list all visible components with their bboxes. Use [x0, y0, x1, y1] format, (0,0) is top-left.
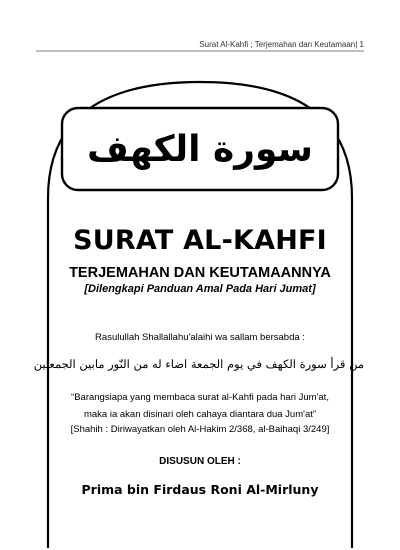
prepared-by-label: DISUSUN OLEH : — [159, 456, 241, 467]
subtitle: TERJEMAHAN DAN KEUTAMAANNYA — [69, 265, 331, 281]
translation-line-2: maka ia akan disinari oleh cahaya diantara dua Jum'at” — [83, 409, 317, 420]
arabic-title: سورة الكهف — [87, 128, 313, 170]
cover-content — [33, 196, 364, 498]
hadith-source: [Shahih : Diriwayatkan oleh Al-Hakim 2/368, al-Baihaqi 3/249] — [70, 424, 330, 435]
main-title: SURAT AL-KAHFI — [73, 225, 327, 256]
hadith-intro: Rasulullah Shallallahu'alaihi wa sallam bersabda : — [95, 332, 305, 343]
translation-line-1: “Barangsiapa yang membaca surat al-Kahfi pada hari Jum'at, — [71, 392, 329, 403]
title-box — [62, 108, 338, 190]
page-header: Surat Al-Kahfi ; Terjemahan dan Keutamaan| 1 — [199, 40, 364, 49]
hadith-translation — [48, 389, 352, 423]
author-name: Prima bin Firdaus Roni Al-Mirluny — [81, 482, 319, 497]
hadith-arabic: من قرأ سورة الكهف في يوم الجمعة اضاء له من النّور مابين الجمعتين — [33, 357, 364, 371]
subtitle-note: [Dilengkapi Panduan Amal Pada Hari Jumat] — [84, 283, 316, 295]
